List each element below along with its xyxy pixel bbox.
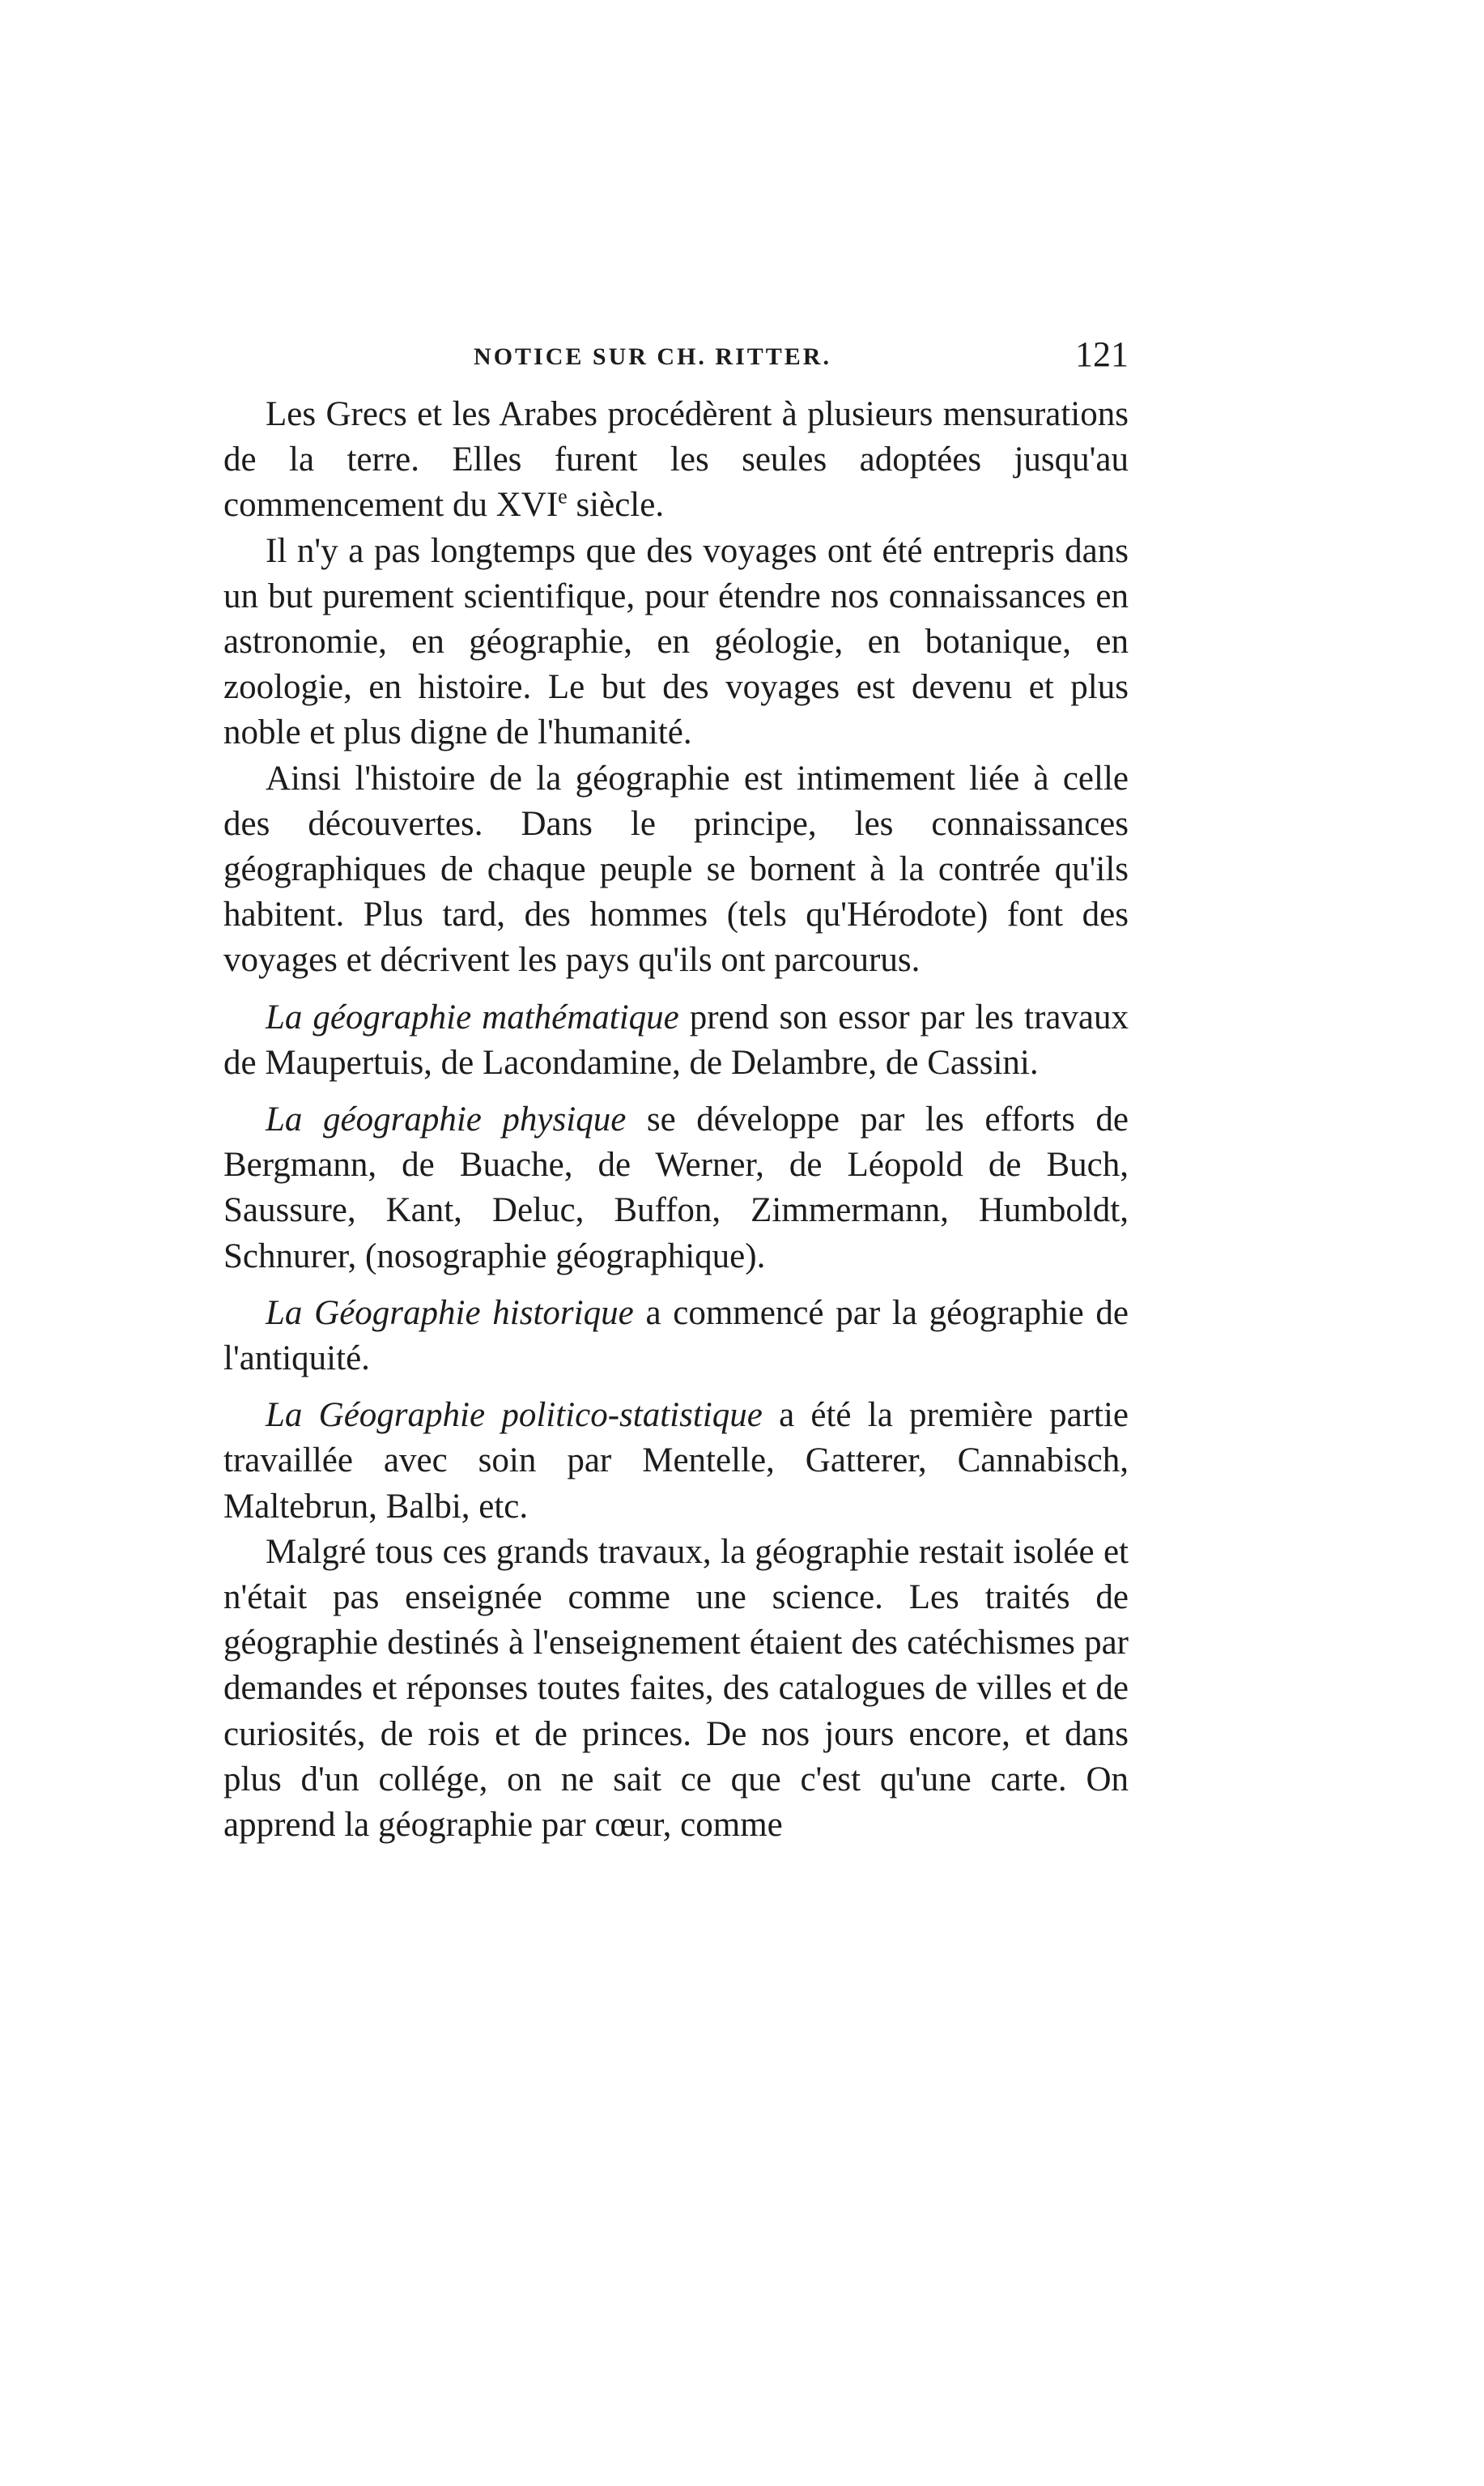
italic-heading: La géographie physique (266, 1100, 627, 1139)
paragraph-text: siècle. (567, 486, 665, 525)
page-header (223, 334, 1129, 382)
body-text (223, 392, 1129, 1848)
paragraph: Ainsi l'histoire de la géographie est intimement liée à celle des découvertes. Dans le principe, les connaissances géographiques de chaque peuple se bornent à la contrée qu'ils habitent. Plus tard, des hommes (tels qu'Hérodote) font des voyages et décrivent les pays qu'ils ont parcourus. (223, 759, 1129, 980)
paragraph: Malgré tous ces grands travaux, la géographie restait isolée et n'était pas enseignée comme une science. Les traités de géographie destinés à l'enseignement étaient des catéchismes par demandes et réponses toutes faites, des catalogues de villes et de curiosités, de rois et de princes. De nos jours encore, et dans plus d'un collége, on ne sait ce que c'est qu'une carte. On apprend la géographie par cœur, comme (223, 1532, 1129, 1845)
paragraph (223, 392, 1129, 529)
paragraph-text: Les Grecs et les Arabes procédèrent à plusieurs mensurations de la terre. Elles furent les seules adoptées jusqu'au commencement du XVI (223, 395, 1129, 525)
paragraph-text: a été la première partie travaillée avec soin par Mentelle, Gatterer, Cannabisch, Maltebrun, Balbi, etc. (223, 1396, 1129, 1526)
italic-heading: La géographie mathématique (266, 998, 679, 1037)
paragraph (223, 995, 1129, 1086)
paragraph: Il n'y a pas longtemps que des voyages ont été entrepris dans un but purement scientifique, pour étendre nos connaissances en astronomie, en géographie, en géologie, en botanique, en zoologie, en histoire. Le but des voyages est devenu et plus noble et plus digne de l'humanité. (223, 531, 1129, 752)
italic-heading: La Géographie politico-statistique (266, 1396, 763, 1435)
paragraph (223, 1097, 1129, 1279)
running-title: NOTICE SUR CH. RITTER. (474, 343, 831, 370)
paragraph-text: prend son essor par les travaux de Maupertuis, de Lacondamine, de Delambre, de Cassini. (223, 998, 1129, 1082)
paragraph (223, 1291, 1129, 1381)
page-number: 121 (1075, 334, 1129, 374)
paragraph-text: se développe par les efforts de Bergmann, de Buache, de Werner, de Léopold de Buch, Saussure, Kant, Deluc, Buffon, Zimmermann, Humboldt, Schnurer, (nosographie géographique). (223, 1100, 1129, 1275)
italic-heading: La Géographie historique (266, 1293, 634, 1332)
superscript: e (558, 485, 568, 509)
paragraph (223, 1393, 1129, 1530)
paragraph-text: a commencé par la géographie de l'antiquité. (223, 1293, 1129, 1378)
